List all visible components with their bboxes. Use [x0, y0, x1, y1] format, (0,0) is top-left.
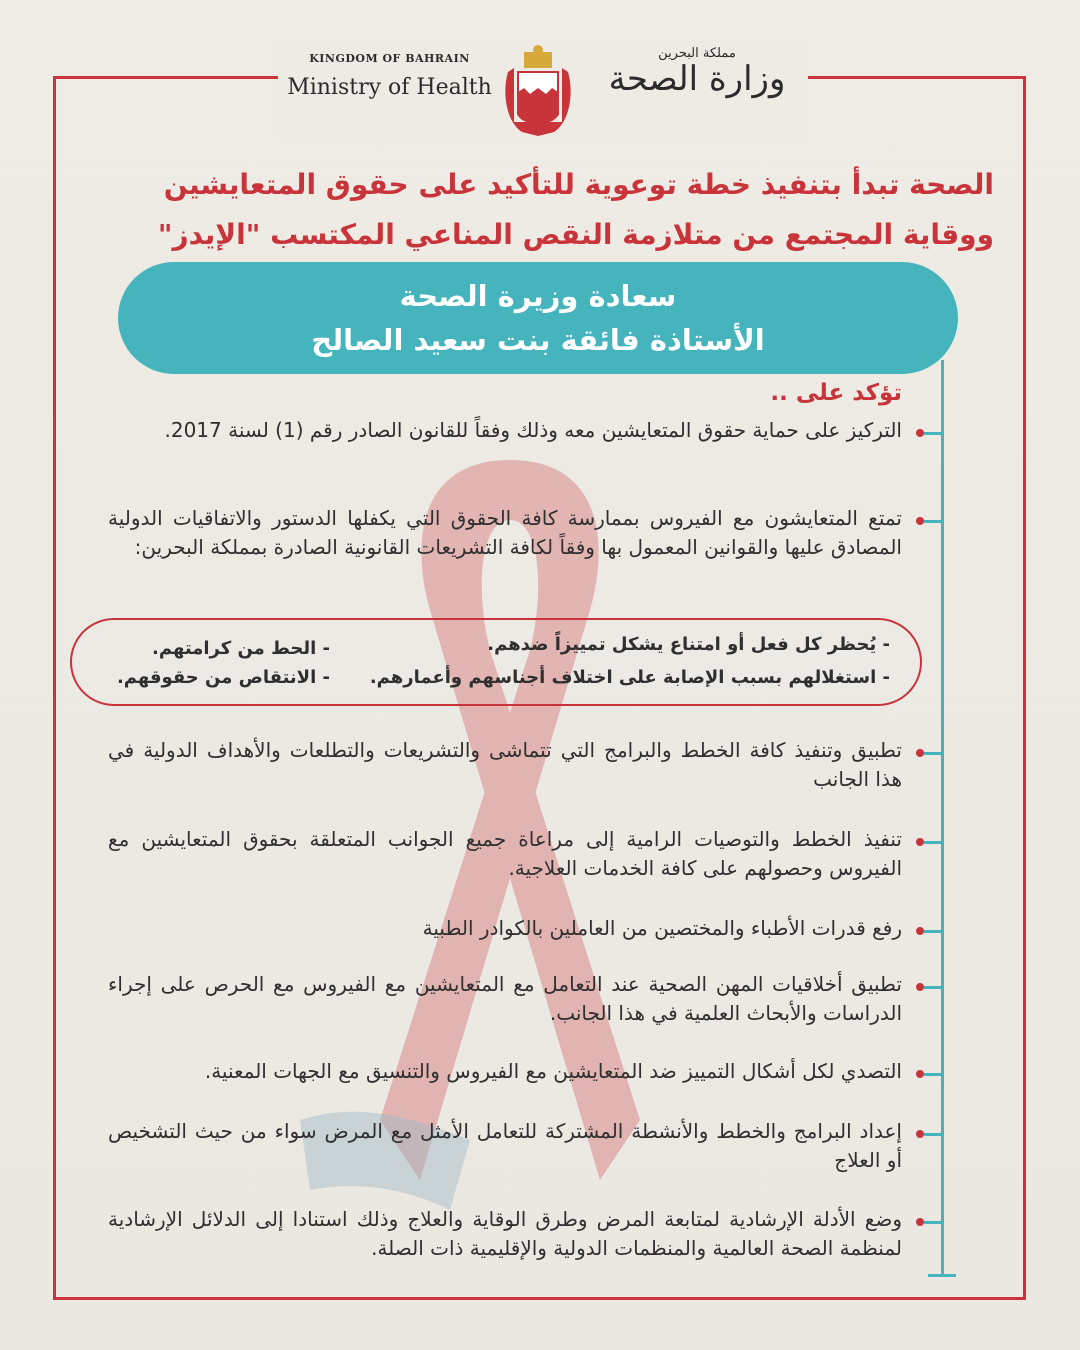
list-item: إعداد البرامج والخطط والأنشطة المشتركة للتعامل الأمثل مع المرض سواء من حيث التشخيص أو العلاج — [108, 1119, 902, 1172]
bullet-dot — [916, 1218, 924, 1226]
bullet-dot — [916, 1070, 924, 1078]
timeline-end-cap — [928, 1274, 956, 1277]
bahrain-emblem-icon — [502, 42, 574, 136]
list-item: رفع قدرات الأطباء والمختصين من العاملين بالكوادر الطبية — [422, 916, 902, 940]
prohibition-item: - الحط من كرامتهم. — [152, 638, 330, 659]
timeline-tick — [924, 986, 941, 989]
list-item: التصدي لكل أشكال التمييز ضد المتعايشين مع الفيروس والتنسيق مع الجهات المعنية. — [204, 1059, 902, 1083]
minister-name: الأستاذة فائقة بنت سعيد الصالح — [311, 323, 765, 357]
affirms-label: تؤكد على .. — [770, 380, 902, 406]
list-item: تطبيق وتنفيذ كافة الخطط والبرامج التي تتماشى والتشريعات والتطلعات والأهداف الدولية في هذا الجانب — [108, 738, 902, 791]
list-item: تنفيذ الخطط والتوصيات الرامية إلى مراعاة جميع الجوانب المتعلقة بحقوق المتعايشين مع الفيروس وحصولهم على كافة الخدمات العلاجية. — [108, 827, 902, 880]
bullet-dot — [916, 983, 924, 991]
headline — [70, 160, 994, 260]
kingdom-ar: مملكة البحرين — [658, 46, 736, 61]
list-item: تمتع المتعايشون مع الفيروس بممارسة كافة الحقوق التي يكفلها الدستور والاتفاقيات الدولية المصادق عليها والقوانين المعمول بها وفقاً لكافة التشريعات القانونية الصادرة بمملكة البحرين: — [108, 506, 902, 559]
prohibition-item: - الانتقاص من حقوقهم. — [116, 667, 330, 688]
minister-banner — [118, 262, 958, 374]
prohibitions-box — [70, 618, 922, 706]
bullet-dot — [916, 517, 924, 525]
timeline-tick — [924, 1133, 941, 1136]
bullet-dot — [916, 429, 924, 437]
prohibition-item: - استغلالهم بسبب الإصابة على اختلاف أجناسهم وأعمارهم. — [369, 667, 890, 688]
timeline-tick — [924, 841, 941, 844]
prohibition-item: - يُحظر كل فعل أو امتناع يشكل تمييزاً ضدهم. — [487, 634, 890, 655]
ministry-ar: وزارة الصحة — [608, 59, 786, 99]
list-item: وضع الأدلة الإرشادية لمتابعة المرض وطرق الوقاية والعلاج وذلك استنادا إلى الدلائل الإرشادية لمنظمة الصحة العالمية والمنظمات الدولية والإقليمية ذات الصلة. — [108, 1207, 902, 1260]
timeline-line — [941, 360, 944, 1276]
list-item: تطبيق أخلاقيات المهن الصحية عند التعامل مع المتعايشين مع الفيروس مع الحرص على إجراء الدراسات والأبحاث العلمية في هذا الجانب. — [108, 972, 902, 1025]
minister-title: سعادة وزيرة الصحة — [399, 279, 677, 313]
bullet-dot — [916, 749, 924, 757]
kingdom-en: KINGDOM OF BAHRAIN — [309, 52, 470, 65]
bullet-dot — [916, 838, 924, 846]
timeline-tick — [924, 1221, 941, 1224]
headline-line-1: الصحة تبدأ بتنفيذ خطة توعوية للتأكيد على حقوق المتعايشين — [163, 168, 994, 201]
list-item: التركيز على حماية حقوق المتعايشين معه وذلك وفقاً للقانون الصادر رقم (1) لسنة 2017. — [164, 418, 902, 442]
timeline-tick — [924, 1073, 941, 1076]
ministry-logo-ar — [592, 46, 802, 98]
ministry-en: Ministry of Health — [287, 75, 492, 100]
headline-line-2: ووقاية المجتمع من متلازمة النقص المناعي المكتسب "الإيدز" — [157, 218, 994, 251]
bullet-dot — [916, 1130, 924, 1138]
bullet-dot — [916, 927, 924, 935]
ministry-logo-en — [282, 52, 497, 100]
timeline-tick — [924, 930, 941, 933]
timeline-tick — [924, 752, 941, 755]
timeline-tick — [924, 432, 941, 435]
timeline-tick — [924, 520, 941, 523]
